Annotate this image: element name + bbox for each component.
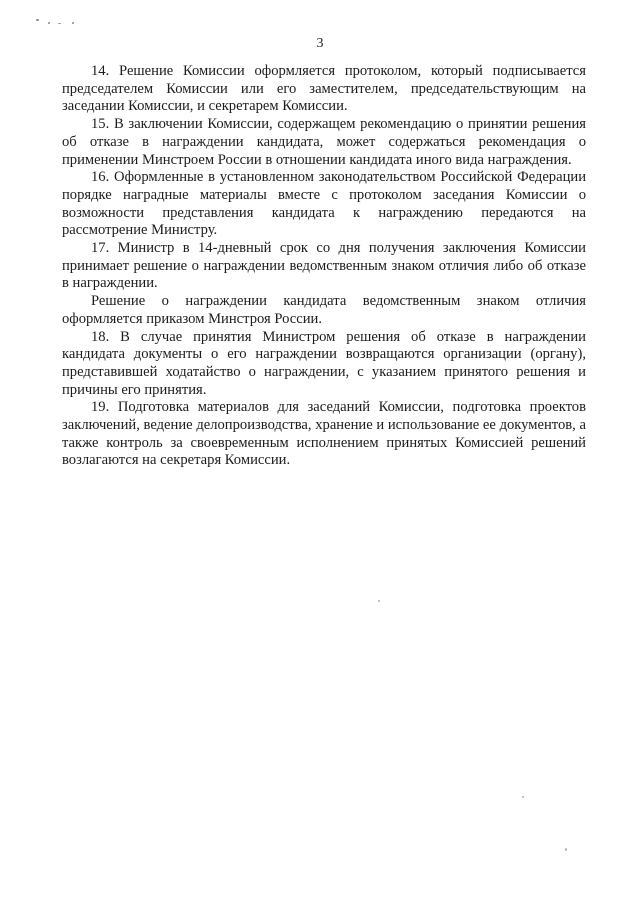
document-body	[62, 63, 586, 470]
scan-speck	[565, 848, 567, 851]
paragraph-18: 18. В случае принятия Министром решения об отказе в награждении кандидата документы о его награждении возвращаются организации (органу), представившей ходатайство о награждении, с указанием принятого решения и причины его принятия.	[62, 328, 586, 398]
scan-speck	[48, 22, 50, 24]
paragraph-14: 14. Решение Комиссии оформляется протоколом, который подписывается председателем Комиссии или его заместителем, председательствующим на заседании Комиссии, и секретарем Комиссии.	[62, 63, 586, 115]
paragraph-17-continuation: Решение о награждении кандидата ведомственным знаком отличия оформляется приказом Минстроя России.	[62, 293, 586, 327]
scan-speck	[36, 19, 39, 21]
paragraph-15: 15. В заключении Комиссии, содержащем рекомендацию о принятии решения об отказе в награждении кандидата, может содержаться рекомендация о применении Минстроем России в отношении кандидата иного вида награждения.	[62, 116, 586, 168]
scan-speck	[522, 796, 524, 798]
paragraph-19: 19. Подготовка материалов для заседаний Комиссии, подготовка проектов заключений, ведение делопроизводства, хранение и использование ее документов, а также контроль за своевременным исполнением принятых Комиссией решений возлагаются на секретаря Комиссии.	[62, 399, 586, 469]
paragraph-17: 17. Министр в 14-дневный срок со дня получения заключения Комиссии принимает решение о награждении ведомственным знаком отличия либо об отказе в награждении.	[62, 240, 586, 292]
scan-speck	[378, 600, 380, 602]
scan-speck	[58, 23, 61, 24]
scan-speck	[72, 22, 74, 24]
page-number: 3	[316, 36, 324, 51]
paragraph-16: 16. Оформленные в установленном законодательством Российской Федерации порядке наградные материалы вместе с протоколом заседания Комиссии о возможности представления кандидата к награждению передаются на рассмотрение Министру.	[62, 169, 586, 239]
